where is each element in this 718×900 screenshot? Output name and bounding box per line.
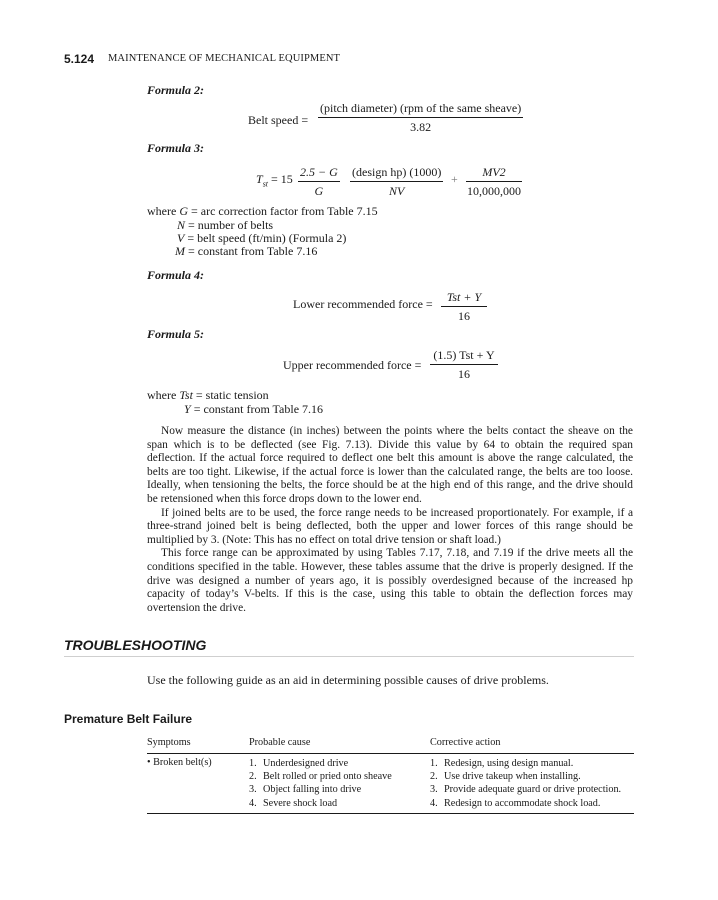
paragraph: If joined belts are to be used, the force range needs to be increased proportionately. For example, if a three-strand joined belt is being deflected, both the upper and lower forces of this range should be multiplied by 3. (Note: This has no effect on total drive tension or shaft load.) [147, 506, 633, 546]
formula-5-lhs: Upper recommended force = [283, 358, 422, 372]
formula-2-fraction [318, 101, 523, 135]
formula-4-label: Formula 4: [147, 268, 205, 282]
formula-3-fraction-2 [350, 165, 443, 199]
list-item: 2. Belt rolled or pried onto sheave [249, 771, 392, 783]
where-line: V = belt speed (ft/min) (Formula 2) [177, 231, 347, 245]
paragraph: This force range can be approximated by using Tables 7.17, 7.18, and 7.19 if the drive meets all the conditions specified in the table. However, these tables assume that the drive is properly designed. If the drive was designed a number of years ago, it is possibly overdesigned because of the increased hp capacity of today’s V-belts. If this is the case, using this table to obtain the deflection forces may overtension the drive. [147, 547, 633, 614]
formula-5-numerator: (1.5) Tst + Y [430, 348, 498, 365]
formula-2-numerator: (pitch diameter) (rpm of the same sheave) [318, 101, 523, 118]
cause-list [249, 757, 392, 810]
section-rule [64, 656, 634, 657]
where-line: Y = constant from Table 7.16 [184, 402, 324, 416]
section-heading: TROUBLESHOOTING [64, 637, 207, 653]
formula-4-lhs: Lower recommended force = [293, 297, 433, 311]
list-item: 4. Redesign to accommodate shock load. [430, 797, 601, 809]
formula-4-denominator: 16 [458, 309, 470, 323]
formula-3-f3-denominator: 10,000,000 [467, 184, 521, 198]
formula-5-label: Formula 5: [147, 327, 205, 341]
list-item: 3. Provide adequate guard or drive protection. [430, 784, 622, 796]
paragraph: Now measure the distance (in inches) between the points where the belts contact the sheave on the span which is to be deflected (see Fig. 7.13). Divide this value by 64 to obtain the required span deflection. If the actual force required to deflect one belt this amount is above the range calculated, the belts are too tight. Likewise, if the actual force is lower than the calculated range, the belts are too loose. Ideally, when tensioning the belts, the force should be at the high end of this range, and the drive should be retensioned when this force drops down to the lower end. [147, 425, 633, 505]
where-line: M = constant from Table 7.16 [175, 244, 318, 258]
formula-4-fraction [441, 290, 487, 324]
action-list [430, 757, 621, 810]
where-line: where G = arc correction factor from Table 7.15 [147, 204, 378, 218]
running-title: MAINTENANCE OF MECHANICAL EQUIPMENT [108, 53, 341, 64]
formula-2-lhs: Belt speed = [248, 113, 309, 127]
where-line: where Tst = static tension [147, 388, 269, 402]
formula-3-lhs: $T_{st} = 15$ [256, 172, 293, 189]
formula-3-label: Formula 3: [147, 141, 205, 155]
list-item: 2. Use drive takeup when installing. [430, 771, 581, 783]
list-item: 1. Underdesigned drive [249, 758, 349, 769]
table-header-rule [147, 753, 634, 754]
formula-3-f1-denominator: G [314, 184, 324, 198]
formula-5-denominator: 16 [458, 367, 470, 381]
list-item: 4. Severe shock load [249, 797, 338, 809]
formula-3-f1-numerator: 2.5 − G [298, 165, 340, 182]
formula-3-fraction-3 [466, 165, 522, 199]
column-header: Symptoms [147, 737, 191, 748]
formula-3-plus: + [451, 172, 458, 186]
column-header: Corrective action [430, 737, 501, 748]
symptom-cell: • Broken belt(s) [147, 757, 212, 768]
formula-3-f2-denominator: NV [388, 184, 405, 198]
column-header: Probable cause [249, 737, 311, 748]
formula-3-fraction-1 [298, 165, 340, 199]
formula-3-f3-numerator: MV2 [466, 165, 522, 182]
formula-4-numerator: Tst + Y [441, 290, 487, 307]
formula-3-f2-numerator: (design hp) (1000) [350, 165, 443, 182]
formula-2-denominator: 3.82 [410, 120, 432, 134]
list-item: 1. Redesign, using design manual. [430, 758, 574, 769]
formula-2-label: Formula 2: [147, 83, 205, 97]
section-intro: Use the following guide as an aid in determining possible causes of drive problems. [147, 673, 549, 687]
body-text [147, 425, 633, 615]
formula-5-fraction [430, 348, 498, 382]
page-number: 5.124 [64, 52, 95, 66]
subsection-heading: Premature Belt Failure [64, 712, 193, 726]
where-line: N = number of belts [177, 218, 274, 232]
list-item: 3. Object falling into drive [249, 784, 362, 796]
table-bottom-rule [147, 813, 634, 814]
